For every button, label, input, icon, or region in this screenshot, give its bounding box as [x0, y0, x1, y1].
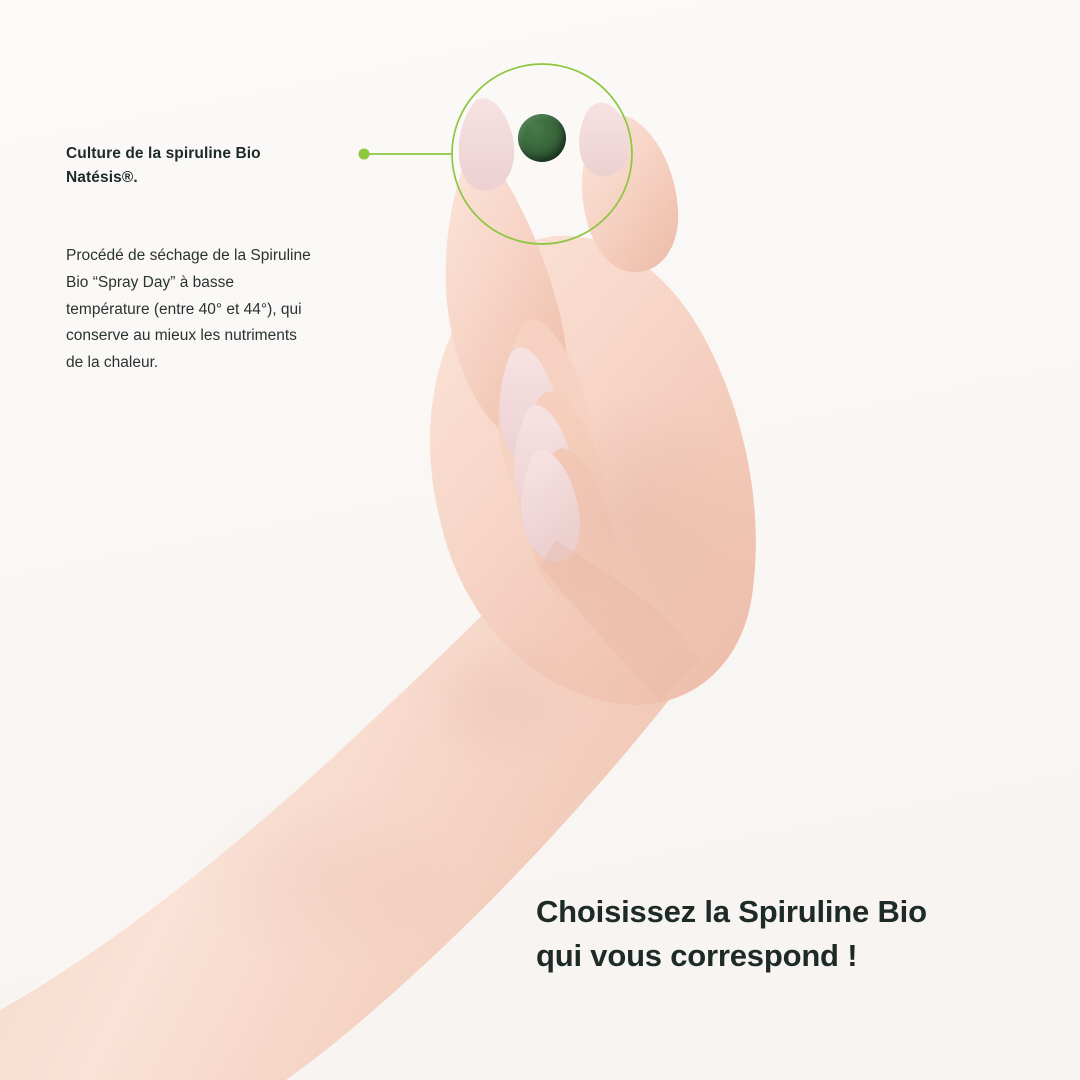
callout-title: Culture de la spiruline Bio Natésis®. — [66, 145, 261, 187]
spirulina-tablet — [518, 114, 566, 162]
headline-line-1: Choisissez la Spiruline Bio — [536, 894, 927, 929]
page-headline — [536, 890, 1036, 978]
headline-line-2: qui vous correspond ! — [536, 938, 858, 974]
leader-line-dot — [359, 149, 370, 160]
callout-body-text: Procédé de séchage de la Spiruline Bio “Spray Day” à basse température (entre 40° et 44°), qui conserve au mieux les nutriments de la chaleur. — [66, 247, 311, 372]
circle-highlight-around-tablet — [340, 50, 660, 270]
